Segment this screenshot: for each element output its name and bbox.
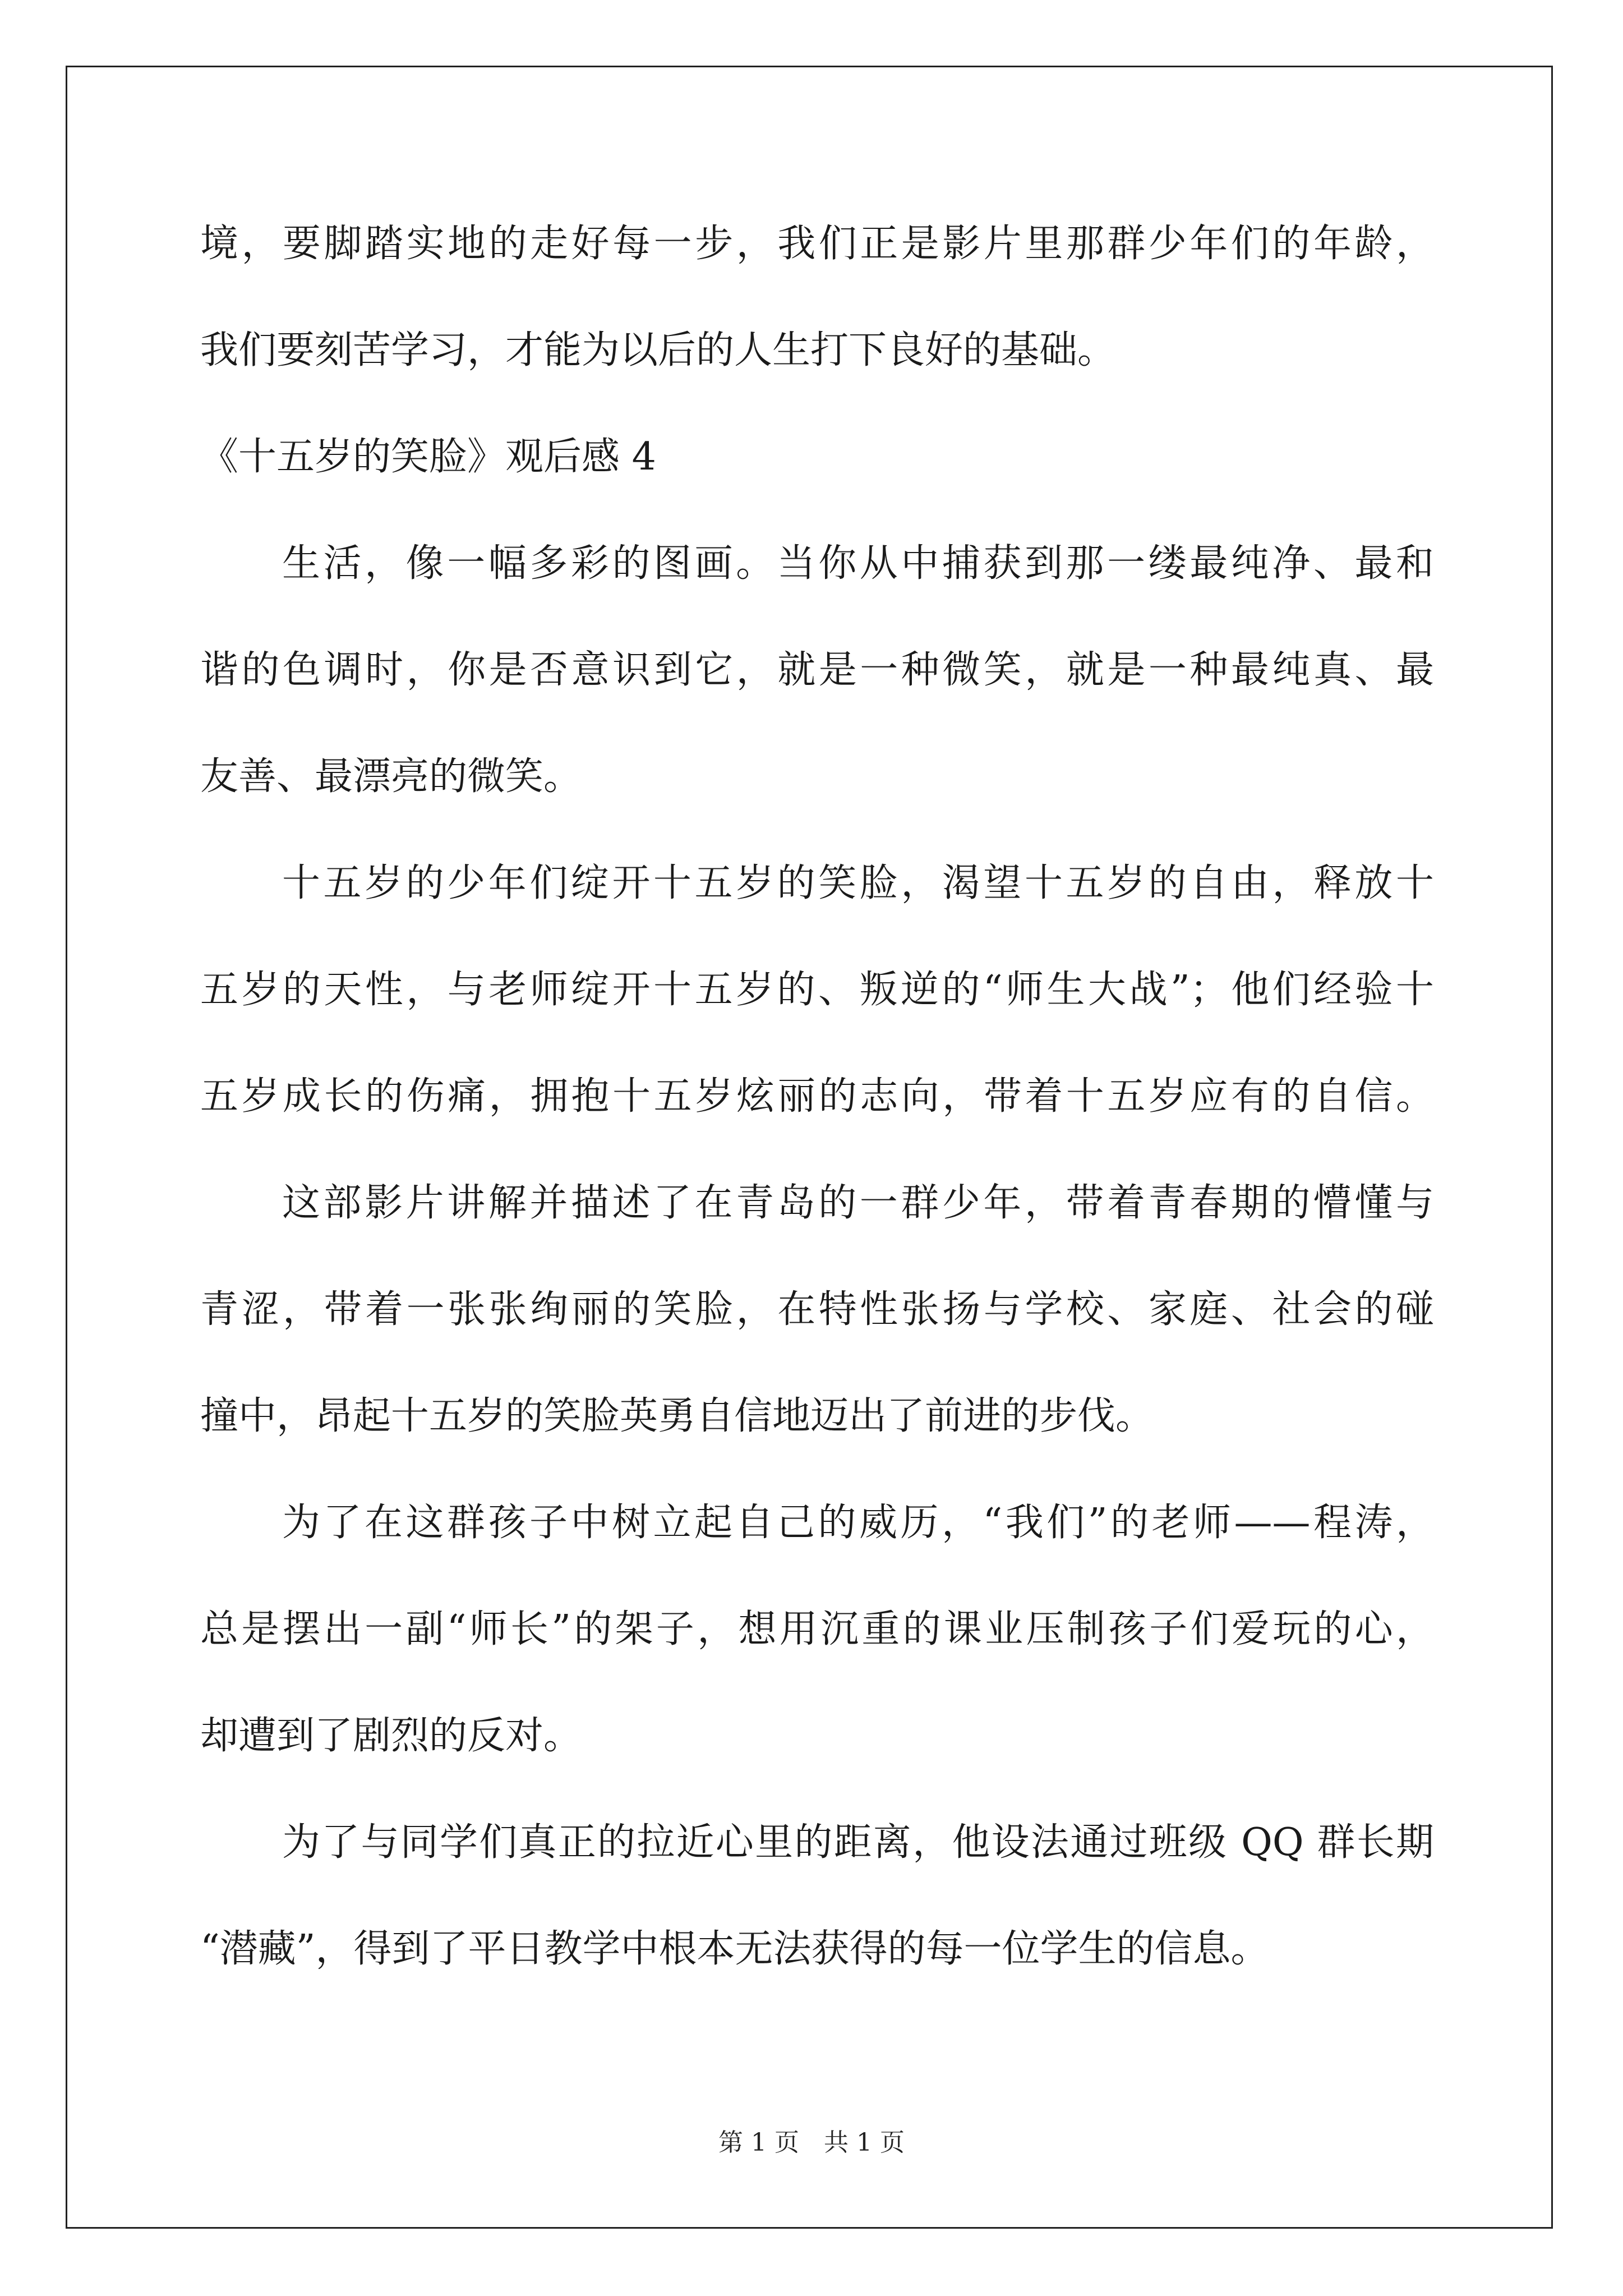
section-heading: 《十五岁的笑脸》观后感 4 bbox=[200, 435, 656, 479]
text-line: 总是摆出一副“师长”的架子，想用沉重的课业压制孩子们爱玩的心， bbox=[200, 1607, 1434, 1651]
text-line: 谐的色调时，你是否意识到它，就是一种微笑，就是一种最纯真、最 bbox=[200, 648, 1434, 692]
document-body bbox=[200, 208, 1434, 2019]
text-line: 却遭到了剧烈的反对。 bbox=[200, 1714, 582, 1758]
text-line: 五岁成长的伤痛，拥抱十五岁炫丽的志向，带着十五岁应有的自信。 bbox=[200, 1074, 1434, 1119]
text-line: “潜藏”，得到了平日教学中根本无法获得的每一位学生的信息。 bbox=[200, 1927, 1269, 1971]
text-line: 友善、最漂亮的微笑。 bbox=[200, 754, 582, 799]
text-line: 青涩，带着一张张绚丽的笑脸，在特性张扬与学校、家庭、社会的碰 bbox=[200, 1287, 1434, 1332]
paragraph-first-line: 为了与同学们真正的拉近心里的距离，他设法通过班级 QQ 群长期 bbox=[282, 1820, 1434, 1865]
paragraph-first-line: 这部影片讲解并描述了在青岛的一群少年，带着青春期的懵懂与 bbox=[282, 1181, 1434, 1225]
text-line: 境，要脚踏实地的走好每一步，我们正是影片里那群少年们的年龄， bbox=[200, 222, 1434, 266]
text-line: 五岁的天性，与老师绽开十五岁的、叛逆的“师生大战”；他们经验十 bbox=[200, 968, 1434, 1012]
text-line: 我们要刻苦学习，才能为以后的人生打下良好的基础。 bbox=[200, 328, 1116, 372]
paragraph-first-line: 为了在这群孩子中树立起自己的威历，“我们”的老师——程涛， bbox=[282, 1501, 1434, 1545]
page-footer: 第 1 页 共 1 页 bbox=[718, 2128, 905, 2157]
paragraph-first-line: 十五岁的少年们绽开十五岁的笑脸，渴望十五岁的自由，释放十 bbox=[282, 861, 1434, 905]
text-line: 撞中，昂起十五岁的笑脸英勇自信地迈出了前进的步伐。 bbox=[200, 1394, 1154, 1438]
paragraph-first-line: 生活，像一幅多彩的图画。当你从中捕获到那一缕最纯净、最和 bbox=[282, 541, 1434, 586]
